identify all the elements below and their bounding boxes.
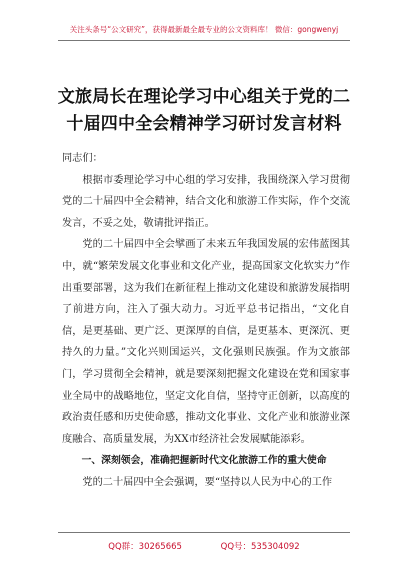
footer [0, 540, 408, 552]
document-body [62, 148, 350, 494]
footer-qq-group: QQ群：30265665 [108, 542, 182, 552]
footer-qq-number: QQ号：535304092 [220, 542, 300, 552]
footer-divider [58, 532, 350, 533]
header-divider [58, 40, 350, 41]
section-heading: 一、深刻领会，准确把握新时代文化旅游工作的重大使命 [81, 455, 327, 467]
paragraph-partial: 党的二十届四中全会强调，要“坚持以人民为中心的工作 [82, 476, 333, 488]
document-title: 文旅局长在理论学习中心组关于党的二十届四中全会精神学习研讨发言材料 [57, 87, 351, 134]
paragraph-main: 党的二十届四中全会擘画了未来五年我国发展的宏伟蓝图其中，就“繁荣发展文化事业和文化产业，提高国家文化软实力”作出重要部署，这为我们在新征程上推动文化建设和旅游发展指明了前进方向，注入了强大动力。习近平总书记指出，“文化自信，是更基础、更广泛、更深厚的自信，是更基本、更深沉、更持久的力量。”文化兴则国运兴，文化强则民族强。作为文旅部门，学习贯彻全会精神，就是要深刻把握文化建设在党和国家事业全局中的战略地位，坚定文化自信，坚持守正创新，以高度的政治责任感和历史使命感，推动文化事业、文化产业和旅游业深度融合、高质量发展，为XX市经济社会发展赋能添彩。 [62, 239, 350, 445]
header-note: 关注头条号“公文研究”，获得最新最全最专业的公文资料库！ 微信：gongwenyj [69, 25, 339, 34]
salutation: 同志们： [62, 153, 103, 164]
paragraph-intro: 根据市委理论学习中心组的学习安排，我围绕深入学习贯彻党的二十届四中全会精神，结合文化和旅游工作实际，作个交流发言，不妥之处，敬请批评指正。 [62, 174, 350, 229]
